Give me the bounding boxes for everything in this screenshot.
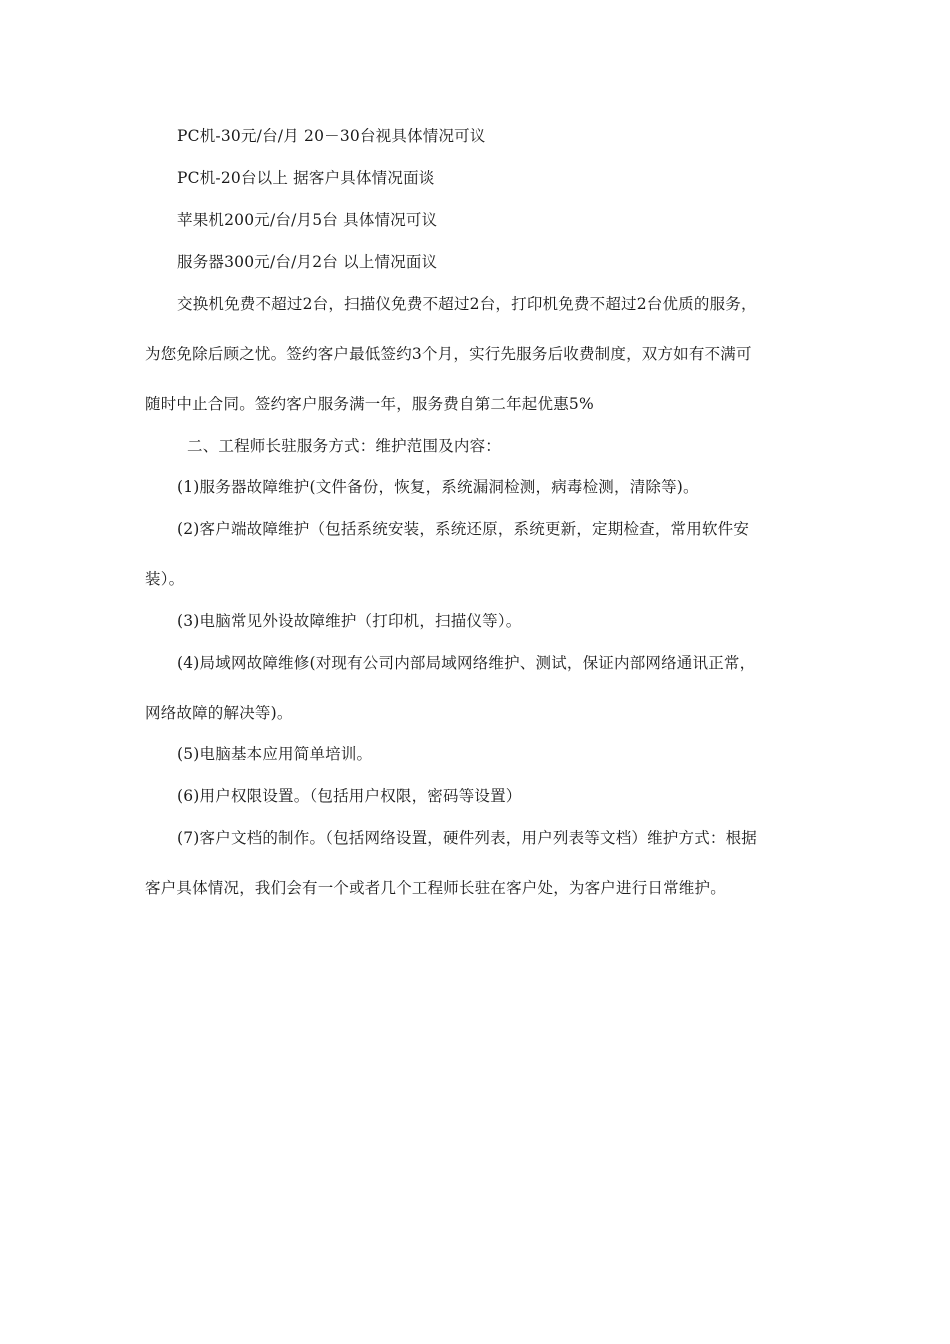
list-item: (2)客户端故障维护（包括系统安装，系统还原，系统更新，定期检查，常用软件安 xyxy=(177,520,750,538)
paragraph-line: 随时中止合同。签约客户服务满一年，服务费自第二年起优惠5% xyxy=(145,395,594,413)
section-heading: 二、工程师长驻服务方式：维护范围及内容： xyxy=(187,437,502,455)
list-item: (1)服务器故障维护(文件备份，恢复，系统漏洞检测，病毒检测，清除等)。 xyxy=(177,478,699,496)
pricing-line-server: 服务器300元/台/月2台 以上情况面议 xyxy=(177,253,438,271)
pricing-line-pc-20: PC机-20台以上 据客户具体情况面谈 xyxy=(177,169,435,187)
pricing-line-mac: 苹果机200元/台/月5台 具体情况可议 xyxy=(177,211,438,229)
list-item: (3)电脑常见外设故障维护（打印机，扫描仪等）。 xyxy=(177,612,522,630)
list-item-continuation: 网络故障的解决等)。 xyxy=(145,704,293,722)
list-item-continuation: 装）。 xyxy=(145,570,185,588)
list-item: (7)客户文档的制作。（包括网络设置，硬件列表，用户列表等文档）维护方式：根据 xyxy=(177,829,758,847)
paragraph-line: 为您免除后顾之忧。签约客户最低签约3个月，实行先服务后收费制度，双方如有不满可 xyxy=(145,345,752,363)
paragraph-line: 交换机免费不超过2台，扫描仪免费不超过2台，打印机免费不超过2台优质的服务， xyxy=(177,295,757,313)
list-item: (6)用户权限设置。（包括用户权限，密码等设置） xyxy=(177,787,522,805)
list-item-continuation: 客户具体情况，我们会有一个或者几个工程师长驻在客户处，为客户进行日常维护。 xyxy=(145,879,726,897)
list-item: (5)电脑基本应用简单培训。 xyxy=(177,745,373,763)
pricing-line-pc-30: PC机-30元/台/月 20－30台视具体情况可议 xyxy=(177,127,486,145)
list-item: (4)局域网故障维修(对现有公司内部局域网络维护、测试，保证内部网络通讯正常， xyxy=(177,654,756,672)
